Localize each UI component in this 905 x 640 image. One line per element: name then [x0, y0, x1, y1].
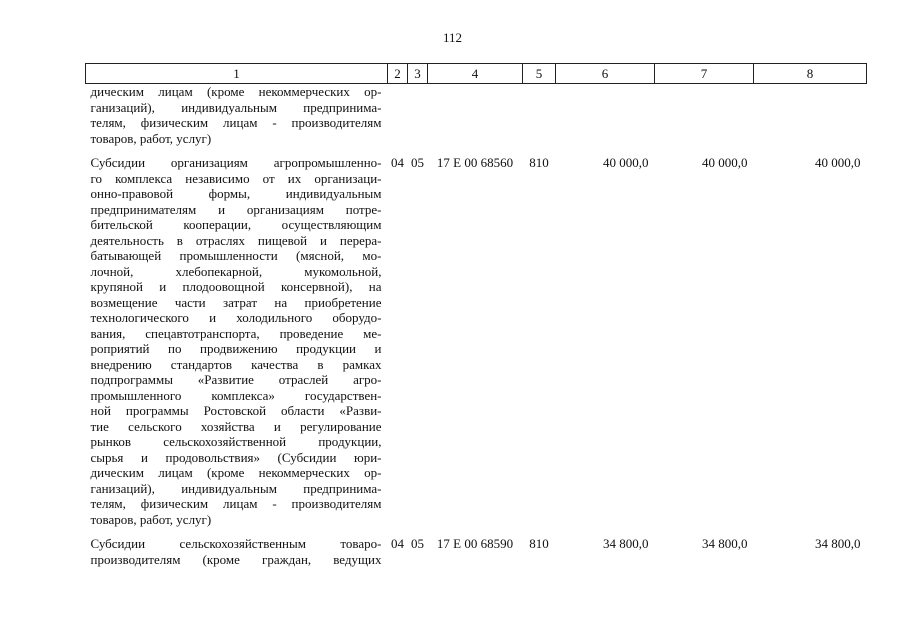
description-line: предпринимателям и организациям потре-: [90, 201, 382, 217]
row-expense-code: 810: [529, 155, 549, 170]
row-amount-year-2: [655, 84, 754, 147]
row-spacer: [86, 527, 867, 536]
header-col-8: 8: [754, 64, 867, 84]
description-line: тие сельского хозяйства и регулирование: [90, 418, 382, 434]
description-line: деятельность в отраслях пищевой и перера-: [90, 232, 382, 248]
row-amount-year-3: 34 800,0: [815, 536, 861, 551]
budget-table: [85, 63, 867, 567]
row-amount-year-1: 34 800,0: [603, 536, 649, 551]
header-col-6: 6: [556, 64, 655, 84]
row-section-code: 04: [391, 155, 404, 170]
description-line: Субсидии организациям агропромышленно-: [90, 155, 382, 170]
row-amount-year-2: 34 800,0: [702, 536, 748, 551]
description-line: подпрограммы «Развитие отраслей агро-: [90, 372, 382, 387]
description-line: промышленного комплекса» государствен-: [90, 387, 382, 403]
row-target-code: 17 Е 00 68590: [436, 536, 514, 551]
header-col-2: 2: [388, 64, 408, 84]
row-subsection-code: [408, 84, 428, 147]
row-description: [86, 536, 388, 567]
description-line: телям, физическим лицам - производителям: [90, 496, 382, 511]
header-col-1: 1: [86, 64, 388, 84]
header-col-3: 3: [408, 64, 428, 84]
description-line: внедрению стандартов качества в рамках: [90, 356, 382, 372]
description-line: дическим лицам (кроме некоммерческих ор-: [90, 465, 382, 480]
row-subsection-code: 05: [411, 536, 424, 551]
description-line: товаров, работ, услуг): [90, 130, 212, 146]
header-row: [86, 64, 867, 84]
row-amount-year-1: 40 000,0: [603, 155, 649, 170]
description-line: ганизаций), индивидуальным предпринима-: [90, 99, 382, 115]
description-line: го комплекса независимо от их организаци-: [90, 170, 382, 186]
description-line: Субсидии сельскохозяйственным товаро-: [90, 536, 382, 551]
description-line: рынков сельскохозяйственной продукции,: [90, 434, 382, 449]
row-section-code: [388, 84, 408, 147]
row-expense-code: [523, 84, 556, 147]
row-amount-year-1: [556, 84, 655, 147]
header-col-7: 7: [655, 64, 754, 84]
description-line: сырья и продовольствия» (Субсидии юри-: [90, 449, 382, 465]
page-number: 112: [442, 30, 463, 45]
row-target-code: [428, 84, 523, 147]
row-description: [86, 84, 388, 147]
row-amount-year-3: 40 000,0: [815, 155, 861, 170]
description-line: ной программы Ростовской области «Разви-: [90, 403, 382, 418]
description-line: крупяной и плодоовощной консервной), на: [90, 279, 382, 294]
table-row: [86, 155, 867, 527]
row-description: [86, 155, 388, 527]
description-line: телям, физическим лицам - производителям: [90, 115, 382, 130]
row-spacer: [86, 146, 867, 155]
description-line: товаров, работ, услуг): [90, 511, 212, 527]
description-line: технологического и холодильного оборудо-: [90, 310, 382, 325]
row-section-code: 04: [391, 536, 404, 551]
row-amount-year-2: 40 000,0: [702, 155, 748, 170]
description-line: роприятий по продвижению продукции и: [90, 341, 382, 356]
description-line: дическим лицам (кроме некоммерческих ор-: [90, 84, 382, 99]
description-line: лочной, хлебопекарной, мукомольной,: [90, 263, 382, 279]
description-line: батывающей промышленности (мясной, мо-: [90, 248, 382, 263]
row-target-code: 17 Е 00 68560: [436, 155, 514, 170]
header-col-5: 5: [523, 64, 556, 84]
description-line: бительской кооперации, осуществляющим: [90, 217, 382, 232]
description-line: ганизаций), индивидуальным предпринима-: [90, 480, 382, 496]
header-col-4: 4: [428, 64, 523, 84]
description-line: производителям (кроме граждан, ведущих: [90, 551, 382, 567]
row-subsection-code: 05: [411, 155, 424, 170]
description-line: возмещение части затрат на приобретение: [90, 294, 382, 310]
table-row: [86, 536, 867, 567]
description-line: вания, спецавтотранспорта, проведение ме-: [90, 325, 382, 341]
description-line: онно-правовой формы, индивидуальным: [90, 186, 382, 201]
table-row: [86, 84, 867, 147]
row-expense-code: 810: [529, 536, 549, 551]
row-amount-year-3: [754, 84, 867, 147]
